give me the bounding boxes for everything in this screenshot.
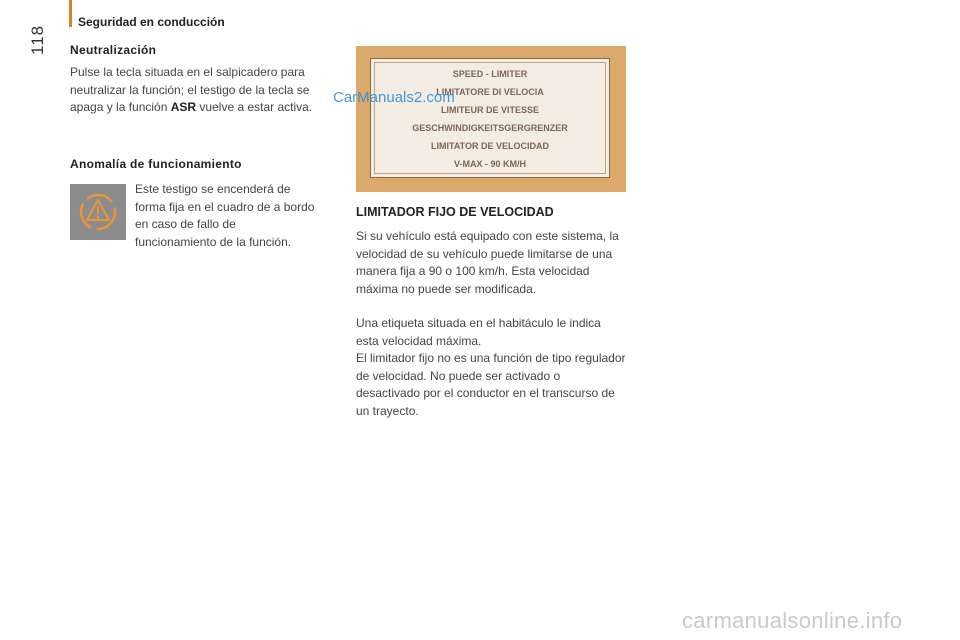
site-watermark: CarManuals2.com xyxy=(333,89,455,106)
label-line: SPEED - LIMITER xyxy=(452,69,528,79)
neutralizacion-text-part2: vuelve a estar activa. xyxy=(196,100,313,114)
neutralizacion-text xyxy=(70,64,340,117)
limitador-paragraph-3: El limitador fijo no es una función de tipo regulador de velocidad. No puede ser activado o desactivado por el conductor en el transcurso de un trayecto. xyxy=(356,351,626,418)
warning-lamp xyxy=(70,184,126,240)
speed-limiter-label xyxy=(370,58,610,178)
header-accent-bar xyxy=(69,0,72,27)
limitador-heading: LIMITADOR FIJO DE VELOCIDAD xyxy=(356,205,554,219)
label-line: LIMITEUR DE VITESSE xyxy=(440,105,539,115)
page-header-title: Seguridad en conducción xyxy=(78,15,225,29)
limitador-paragraph-2: Una etiqueta situada en el habitáculo le indica esta velocidad máxima. xyxy=(356,316,601,348)
label-line: LIMITATOR DE VELOCIDAD xyxy=(431,141,549,151)
anomalia-heading: Anomalía de funcionamiento xyxy=(70,157,242,171)
anomalia-text: Este testigo se encenderá de forma fija en el cuadro de a bordo en caso de fallo de funcionamiento de la función. xyxy=(135,182,315,249)
label-line: V-MAX - 90 KM/H xyxy=(453,159,526,169)
limitador-paragraph-1: Si su vehículo está equipado con este sistema, la velocidad de su vehículo puede limitarse de una manera fija a 90 o 100 km/h. Esta velocidad máxima no puede ser modificada. xyxy=(356,229,619,296)
asr-bold: ASR xyxy=(170,100,197,114)
neutralizacion-heading: Neutralización xyxy=(70,43,157,57)
label-line: LIMITATORE DI VELOCIA xyxy=(436,87,544,97)
footer-watermark: carmanualsonline.info xyxy=(682,608,903,633)
label-line: GESCHWINDIGKEITSGERGRENZER xyxy=(412,123,568,133)
page-number: 118 xyxy=(28,24,47,55)
warning-triangle-icon xyxy=(70,184,126,240)
speed-limiter-label-image xyxy=(356,46,626,192)
neutralizacion-text-part1: Pulse la tecla situada en el salpicadero para neutralizar la función; el testigo de la tecla se apaga y la función xyxy=(70,65,310,114)
